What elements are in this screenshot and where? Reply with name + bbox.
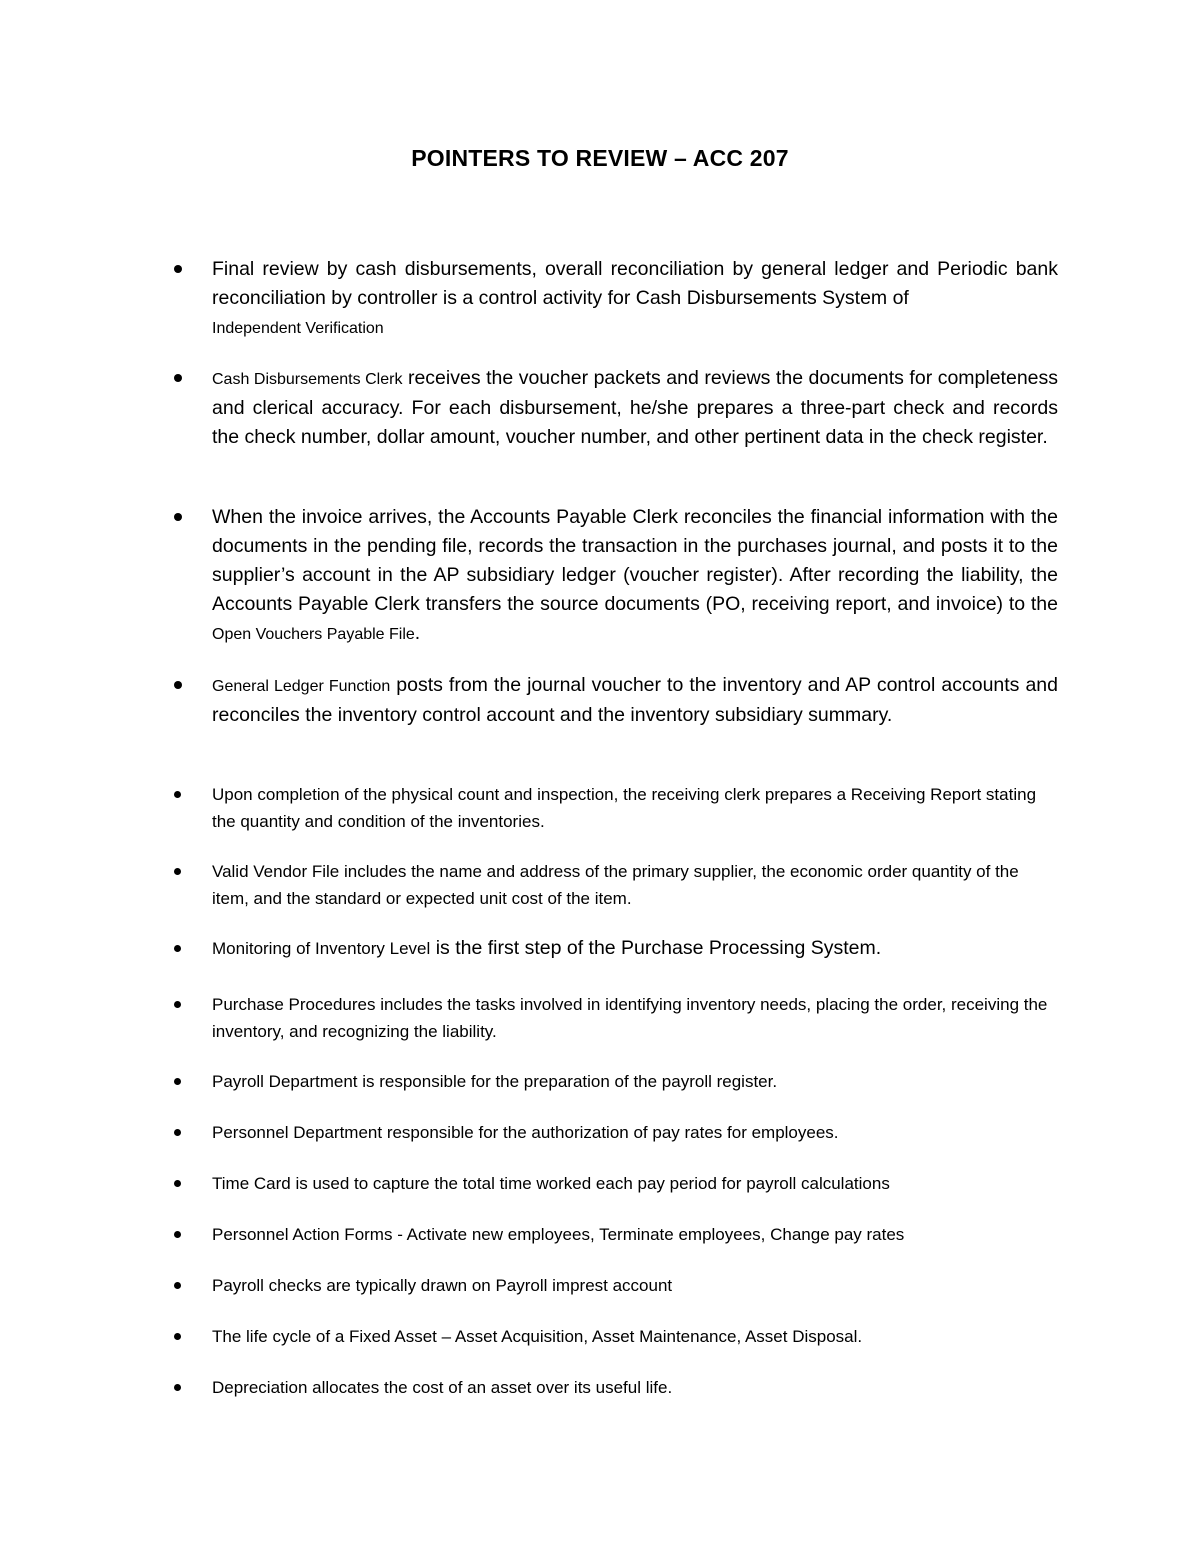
bullet-icon — [172, 1127, 184, 1139]
item-text-term: Independent Verification — [212, 320, 384, 337]
bullet-icon — [172, 1229, 184, 1241]
bullet-icon — [172, 999, 184, 1011]
item-text-term: Cash Disbursements Clerk — [212, 371, 403, 388]
list-item — [0, 671, 1058, 730]
item-text: Depreciation allocates the cost of an asset over its useful life. — [212, 1378, 673, 1397]
item-text: Final review by cash disbursements, overall reconciliation by general ledger and Periodic bank reconciliation by controller is a control activity for Cash Disbursements System of — [212, 258, 1058, 309]
bullet-icon — [172, 1076, 184, 1088]
item-text: Payroll checks are typically drawn on Payroll imprest account — [212, 1276, 673, 1295]
item-text: Payroll Department is responsible for the preparation of the payroll register. — [212, 1072, 778, 1091]
list-item — [0, 1374, 1058, 1401]
bullet-icon — [172, 1331, 184, 1343]
list-item — [0, 1068, 1058, 1095]
bullet-icon — [172, 511, 186, 525]
item-text: Time Card is used to capture the total time worked each pay period for payroll calculations — [212, 1174, 890, 1193]
page-title: POINTERS TO REVIEW – ACC 207 — [411, 145, 789, 171]
list-item — [0, 255, 1058, 343]
bullet-icon — [172, 1280, 184, 1292]
bullet-icon — [172, 679, 186, 693]
item-text: is the first step of the Purchase Processing System. — [430, 937, 882, 959]
bullet-icon — [172, 789, 184, 801]
list-item — [0, 503, 1058, 649]
bullet-icon — [172, 263, 186, 277]
item-text: When the invoice arrives, the Accounts Payable Clerk reconciles the financial information with the documents in the pending file, records the transaction in the purchases journal, and posts it to the supplier’s account in the AP subsidiary ledger (voucher register). After recording the liability, the Accounts Payable Clerk transfers the source documents (PO, receiving report, and invoice) to the — [212, 506, 1058, 615]
list-item — [0, 364, 1058, 452]
item-text: Personnel Department responsible for the authorization of pay rates for employees. — [212, 1123, 839, 1142]
item-text-term: Monitoring of Inventory Level — [212, 939, 431, 958]
list-item — [0, 1323, 1058, 1350]
list-item — [0, 1272, 1058, 1299]
list-item — [0, 991, 1058, 1045]
item-text-term: Open Vouchers Payable File — [212, 626, 415, 643]
bullet-icon — [172, 866, 184, 878]
item-text: Valid Vendor File includes the name and address of the primary supplier, the economic order quantity of the item, and the standard or expected unit cost of the item. — [212, 862, 1019, 908]
item-text: Purchase Procedures includes the tasks involved in identifying inventory needs, placing the order, receiving the inventory, and recognizing the liability. — [212, 995, 1048, 1041]
item-text: Upon completion of the physical count and inspection, the receiving clerk prepares a Receiving Report stating the quantity and condition of the inventories. — [212, 785, 1037, 831]
item-text: The life cycle of a Fixed Asset – Asset Acquisition, Asset Maintenance, Asset Disposal. — [212, 1327, 863, 1346]
bullet-icon — [172, 372, 186, 386]
item-text: posts from the journal voucher to the inventory and AP control accounts and reconciles the inventory control account and the inventory subsidiary summary. — [212, 674, 1058, 726]
item-text-end: . — [414, 622, 421, 644]
list-item — [0, 1221, 1058, 1248]
bullet-icon — [172, 943, 184, 955]
item-text: receives the voucher packets and reviews the documents for completeness and clerical accuracy. For each disbursement, he/she prepares a three-part check and records the check number, dollar amount, voucher number, and other pertinent data in the check register. — [212, 367, 1059, 448]
list-item — [0, 1119, 1058, 1146]
item-text: Personnel Action Forms - Activate new employees, Terminate employees, Change pay rates — [212, 1225, 905, 1244]
list-item — [0, 1170, 1058, 1197]
bullet-icon — [172, 1382, 184, 1394]
bullet-icon — [172, 1178, 184, 1190]
list-item — [0, 935, 1058, 962]
list-item — [0, 781, 1058, 835]
item-text-term: General Ledger Function — [212, 678, 391, 695]
list-item — [0, 858, 1058, 912]
